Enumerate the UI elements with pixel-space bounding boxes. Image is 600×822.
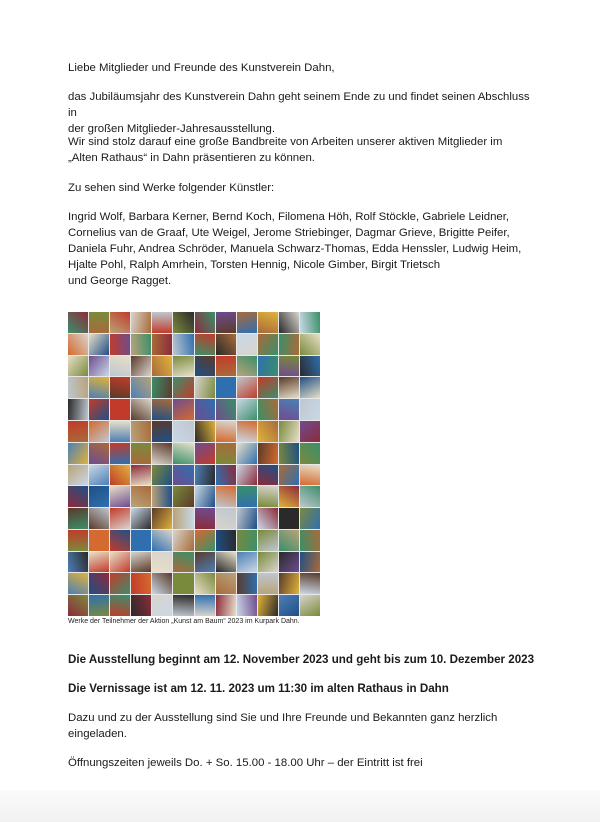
artwork-tile <box>68 486 88 507</box>
artwork-tile <box>152 530 172 551</box>
paragraph-pride-line-1: Wir sind stolz darauf eine große Bandbreite von Arbeiten unserer aktiven Mitglieder im <box>68 136 503 148</box>
artwork-tile <box>300 486 320 507</box>
artwork-tile <box>68 595 88 616</box>
artwork-tile <box>216 356 236 377</box>
artwork-tile <box>110 334 130 355</box>
artwork-tile <box>173 552 193 573</box>
artwork-tile <box>131 377 151 398</box>
artwork-tile <box>89 443 109 464</box>
artwork-tile <box>89 530 109 551</box>
artwork-tile <box>237 334 257 355</box>
artwork-tile <box>152 334 172 355</box>
artwork-tile <box>89 573 109 594</box>
artwork-tile <box>89 486 109 507</box>
paragraph-anniversary-line-1: das Jubiläumsjahr des Kunstverein Dahn geht seinem Ende zu und findet seinen Abschluss in <box>68 91 530 119</box>
artwork-tile <box>110 465 130 486</box>
invitation-line-1: Dazu und zu der Ausstellung sind Sie und Ihre Freunde und Bekannten ganz herzlich <box>68 712 498 724</box>
artwork-tile <box>68 508 88 529</box>
artwork-tile <box>237 508 257 529</box>
artwork-tile <box>89 508 109 529</box>
artwork-tile <box>216 595 236 616</box>
vernissage-info: Die Vernissage ist am 12. 11. 2023 um 11:30 im alten Rathaus in Dahn <box>68 682 449 695</box>
artwork-tile <box>258 573 278 594</box>
artwork-tile <box>131 334 151 355</box>
artwork-tile <box>110 312 130 333</box>
artwork-tile <box>152 573 172 594</box>
artwork-tile <box>152 486 172 507</box>
artwork-tile <box>279 508 299 529</box>
artwork-tile <box>173 421 193 442</box>
artwork-tile <box>258 356 278 377</box>
artwork-tile <box>152 465 172 486</box>
artwork-tile <box>300 465 320 486</box>
artwork-tile <box>68 465 88 486</box>
artwork-tile <box>195 552 215 573</box>
artwork-tile <box>152 421 172 442</box>
artwork-tile <box>89 552 109 573</box>
artwork-tile <box>216 573 236 594</box>
artwork-tile <box>258 421 278 442</box>
artwork-tile <box>110 595 130 616</box>
artwork-tile <box>237 573 257 594</box>
artwork-tile <box>173 508 193 529</box>
artwork-tile <box>173 312 193 333</box>
artwork-tile <box>279 334 299 355</box>
artists-line: und George Ragget. <box>68 275 172 287</box>
artwork-tile <box>216 399 236 420</box>
artwork-tile <box>279 312 299 333</box>
artwork-tile <box>68 377 88 398</box>
artwork-tile <box>110 508 130 529</box>
artwork-tile <box>258 508 278 529</box>
artwork-tile <box>68 530 88 551</box>
artwork-tile <box>131 443 151 464</box>
artwork-tile <box>110 486 130 507</box>
greeting: Liebe Mitglieder und Freunde des Kunstverein Dahn, <box>68 62 335 74</box>
artwork-tile <box>110 530 130 551</box>
artwork-tile <box>89 377 109 398</box>
artwork-tile <box>110 443 130 464</box>
artwork-tile <box>216 508 236 529</box>
artwork-tile <box>237 465 257 486</box>
artwork-tile <box>216 312 236 333</box>
artwork-tile <box>237 552 257 573</box>
artwork-tile <box>131 399 151 420</box>
artwork-tile <box>237 399 257 420</box>
artwork-tile <box>195 508 215 529</box>
artwork-tile <box>300 552 320 573</box>
artwork-tile <box>258 465 278 486</box>
artwork-tile <box>131 356 151 377</box>
artists-line: Ingrid Wolf, Barbara Kerner, Bernd Koch, Filomena Höh, Rolf Stöckle, Gabriele Leidner, <box>68 211 510 223</box>
artwork-tile <box>216 334 236 355</box>
artwork-tile <box>152 508 172 529</box>
artwork-tile <box>279 486 299 507</box>
artwork-tile <box>279 399 299 420</box>
artwork-tile <box>279 595 299 616</box>
artwork-tile <box>195 334 215 355</box>
artwork-tile <box>237 356 257 377</box>
artwork-tile <box>173 399 193 420</box>
artwork-tile <box>89 312 109 333</box>
artwork-tile <box>195 486 215 507</box>
artwork-tile <box>89 465 109 486</box>
artwork-tile <box>68 399 88 420</box>
artwork-tile <box>258 377 278 398</box>
artists-intro: Zu sehen sind Werke folgender Künstler: <box>68 182 275 194</box>
artwork-tile <box>195 356 215 377</box>
artwork-tile <box>68 552 88 573</box>
artwork-tile <box>300 530 320 551</box>
artwork-tile <box>195 465 215 486</box>
artwork-tile <box>258 312 278 333</box>
artwork-tile <box>131 552 151 573</box>
paragraph-anniversary-line-2: der großen Mitglieder-Jahresausstellung. <box>68 123 276 135</box>
artwork-tile <box>173 334 193 355</box>
invitation-line-2: eingeladen. <box>68 728 127 740</box>
collage-caption: Werke der Teilnehmer der Aktion „Kunst am Baum“ 2023 im Kurpark Dahn. <box>68 618 300 625</box>
artwork-tile <box>110 377 130 398</box>
artwork-tile <box>279 573 299 594</box>
artwork-tile <box>279 552 299 573</box>
artwork-tile <box>173 443 193 464</box>
artwork-tile <box>216 552 236 573</box>
artwork-tile <box>195 573 215 594</box>
exhibition-dates: Die Ausstellung beginnt am 12. November 2023 und geht bis zum 10. Dezember 2023 <box>68 653 535 666</box>
artwork-tile <box>131 595 151 616</box>
paragraph-pride-line-2: „Alten Rathaus“ in Dahn präsentieren zu können. <box>68 152 315 164</box>
artwork-tile <box>195 312 215 333</box>
viewer-bottom-area <box>0 790 600 822</box>
artwork-tile <box>195 377 215 398</box>
artwork-tile <box>258 443 278 464</box>
artwork-tile <box>152 399 172 420</box>
artwork-tile <box>279 465 299 486</box>
paragraph-anniversary <box>68 89 538 137</box>
artwork-tile <box>131 573 151 594</box>
artwork-tile <box>173 530 193 551</box>
artwork-tile <box>131 530 151 551</box>
artwork-tile <box>89 421 109 442</box>
artwork-tile <box>131 508 151 529</box>
artwork-tile <box>300 595 320 616</box>
artwork-tile <box>110 356 130 377</box>
artwork-tile <box>152 595 172 616</box>
artwork-tile <box>173 486 193 507</box>
artists-list <box>68 209 538 289</box>
artwork-tile <box>300 421 320 442</box>
artwork-tile <box>300 508 320 529</box>
artwork-tile <box>300 399 320 420</box>
artists-line: Hjalte Pohl, Ralph Amrhein, Torsten Hennig, Nicole Gimber, Birgit Trietsch <box>68 259 441 271</box>
artwork-tile <box>68 356 88 377</box>
artwork-tile <box>110 552 130 573</box>
artwork-tile <box>173 465 193 486</box>
artwork-tile <box>68 334 88 355</box>
artwork-tile <box>258 595 278 616</box>
artwork-tile <box>216 377 236 398</box>
artwork-tile <box>258 399 278 420</box>
artwork-tile <box>237 595 257 616</box>
artwork-tile <box>237 421 257 442</box>
artwork-tile <box>300 573 320 594</box>
artwork-tile <box>110 399 130 420</box>
artists-line: Daniela Fuhr, Andrea Schröder, Manuela Schwarz-Thomas, Edda Henssler, Ludwig Heim, <box>68 243 522 255</box>
artwork-tile <box>216 486 236 507</box>
artwork-tile <box>131 312 151 333</box>
artwork-tile <box>89 399 109 420</box>
artwork-tile <box>68 312 88 333</box>
artwork-tile <box>237 312 257 333</box>
artwork-tile <box>173 573 193 594</box>
invitation-text <box>68 710 538 742</box>
artwork-tile <box>258 334 278 355</box>
artwork-tile <box>279 377 299 398</box>
artwork-tile <box>173 377 193 398</box>
artwork-tile <box>131 465 151 486</box>
artwork-tile <box>68 421 88 442</box>
artwork-tile <box>173 356 193 377</box>
artwork-tile <box>300 443 320 464</box>
artwork-tile <box>110 573 130 594</box>
artwork-tile <box>216 443 236 464</box>
artwork-tile <box>300 312 320 333</box>
artwork-tile <box>237 443 257 464</box>
artwork-tile <box>195 399 215 420</box>
artwork-tile <box>152 377 172 398</box>
artwork-tile <box>216 421 236 442</box>
artwork-tile <box>258 486 278 507</box>
artwork-tile <box>195 595 215 616</box>
artwork-tile <box>195 421 215 442</box>
artwork-tile <box>195 443 215 464</box>
artwork-tile <box>300 377 320 398</box>
artwork-tile <box>279 443 299 464</box>
artwork-tile <box>152 312 172 333</box>
artwork-tile <box>173 595 193 616</box>
artwork-tile <box>68 443 88 464</box>
artwork-tile <box>300 356 320 377</box>
artwork-tile <box>216 530 236 551</box>
artwork-tile <box>195 530 215 551</box>
artwork-tile <box>89 595 109 616</box>
artwork-tile <box>68 573 88 594</box>
artists-line: Cornelius van de Graaf, Ute Weigel, Jerome Striebinger, Dagmar Grieve, Brigitte Peifer, <box>68 227 510 239</box>
artwork-tile <box>110 421 130 442</box>
artwork-tile <box>131 421 151 442</box>
artwork-tile <box>152 356 172 377</box>
opening-hours: Öffnungszeiten jeweils Do. + So. 15.00 - 18.00 Uhr – der Eintritt ist frei <box>68 757 423 769</box>
artwork-tile <box>216 465 236 486</box>
artwork-tile <box>152 443 172 464</box>
artwork-tile <box>258 530 278 551</box>
artwork-tile <box>152 552 172 573</box>
artwork-tile <box>237 377 257 398</box>
artwork-tile <box>237 486 257 507</box>
artwork-tile <box>131 486 151 507</box>
artwork-tile <box>258 552 278 573</box>
artwork-tile <box>300 334 320 355</box>
artwork-tile <box>279 421 299 442</box>
artwork-tile <box>89 356 109 377</box>
paragraph-pride <box>68 134 538 166</box>
artwork-tile <box>237 530 257 551</box>
artwork-tile <box>279 530 299 551</box>
artwork-tile <box>279 356 299 377</box>
artwork-tile <box>89 334 109 355</box>
artwork-collage-image <box>68 312 320 616</box>
